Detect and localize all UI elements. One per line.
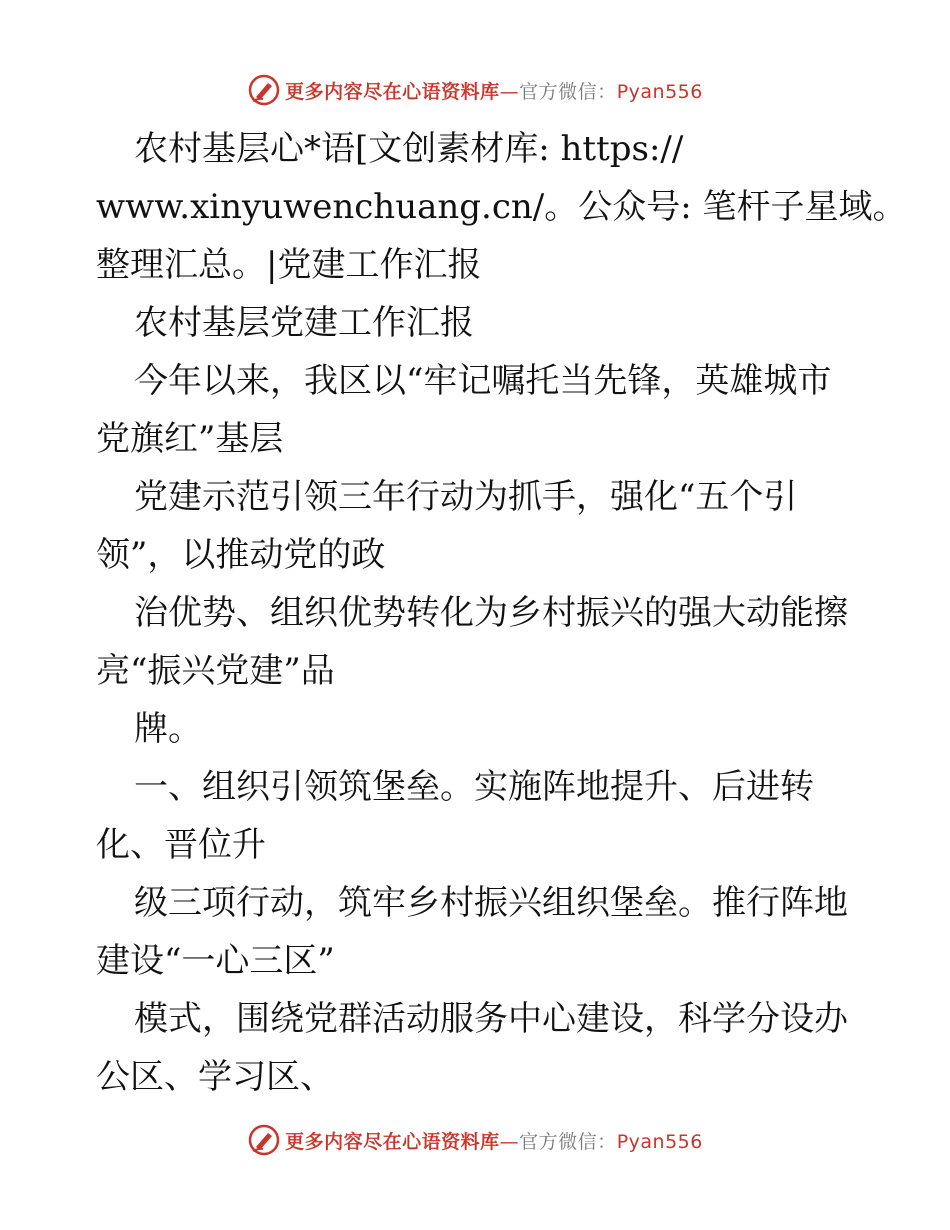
text-line: 党建示范引领三年行动为抓手，强化“五个引 [134,477,798,517]
text-line: 级三项行动，筑牢乡村振兴组织堡垒。推行阵地 [134,883,848,923]
text-line: 牌。 [134,709,202,749]
text-line: 亮“振兴党建”品 [96,651,335,691]
pen-circle-logo-icon [247,1123,281,1157]
text-line: 领”，以推动党的政 [96,535,386,575]
watermark-dash: — [499,1130,520,1153]
watermark-brand: 更多内容尽在心语资料库 [285,80,500,103]
watermark-text [285,77,703,104]
document-body [96,120,907,1106]
text-line: 今年以来，我区以“牢记嘱托当先锋，英雄城市 [134,361,832,401]
text-line: 化、晋位升 [96,825,266,865]
watermark-label: 官方微信： [519,1130,617,1153]
header-watermark [0,70,950,110]
text-line: www.xinyuwenchuang.cn/。公众号: 笔杆子星域。 [96,187,907,227]
watermark-wechat-id: Pyan556 [616,80,703,103]
watermark-brand: 更多内容尽在心语资料库 [285,1130,500,1153]
text-line: 公区、学习区、 [96,1057,334,1097]
text-line: 农村基层心*语[文创素材库: https:// [134,129,684,169]
watermark-label: 官方微信： [519,80,617,103]
text-line: 模式，围绕党群活动服务中心建设，科学分设办 [134,999,848,1039]
section-heading-line: 一、组织引领筑堡垒。实施阵地提升、后进转 [134,767,814,807]
document-title: 农村基层党建工作汇报 [134,303,474,343]
watermark-wechat-id: Pyan556 [616,1130,703,1153]
footer-watermark [0,1120,950,1160]
text-line: 整理汇总。|党建工作汇报 [96,245,482,285]
pen-circle-logo-icon [247,73,281,107]
text-line: 党旗红”基层 [96,419,284,459]
watermark-text [285,1127,703,1154]
text-line: 建设“一心三区” [96,941,335,981]
text-line: 治优势、组织优势转化为乡村振兴的强大动能擦 [134,593,848,633]
watermark-dash: — [499,80,520,103]
